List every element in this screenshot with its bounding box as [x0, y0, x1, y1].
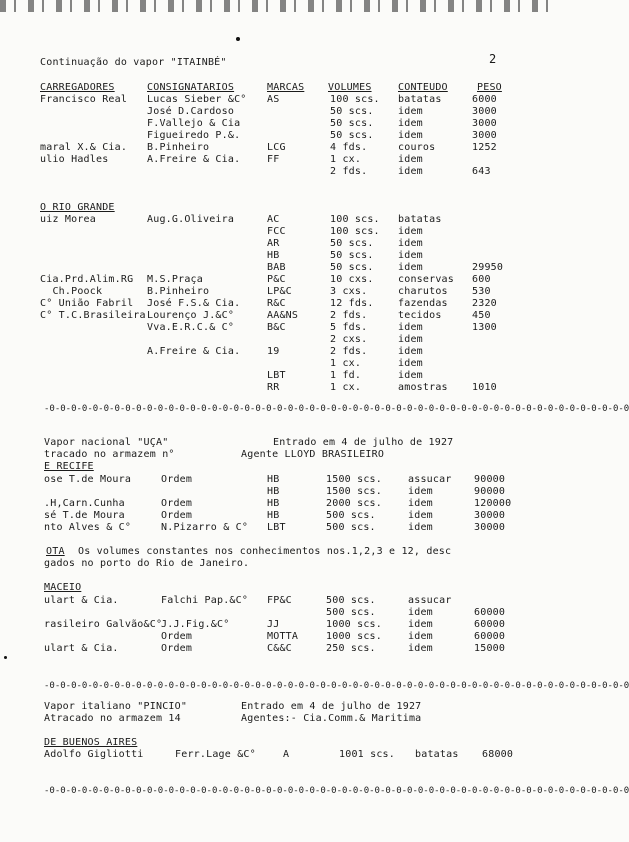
- consignee-cell: N.Pizarro & C°: [161, 522, 249, 533]
- vessel-arrival: Entrado em 4 de julho de 1927: [273, 437, 454, 448]
- volume-cell: 50 scs.: [330, 250, 374, 261]
- shipper-cell: uiz Morea: [40, 214, 96, 225]
- content-cell: idem: [408, 619, 433, 630]
- consignee-cell: F.Vallejo & Cia: [147, 118, 241, 129]
- consignee-cell: Vva.E.R.C.& C°: [147, 322, 235, 333]
- shipper-cell: Adolfo Gigliotti: [44, 749, 144, 760]
- content-cell: batatas: [415, 749, 459, 760]
- page-number: 2: [489, 52, 497, 66]
- consignee-cell: A.Freire & Cia.: [147, 154, 241, 165]
- consignee-cell: Ordem: [161, 474, 193, 485]
- volume-cell: 500 scs.: [326, 510, 376, 521]
- consignee-cell: Ordem: [161, 631, 193, 642]
- content-cell: idem: [408, 498, 433, 509]
- weight-cell: 60000: [474, 607, 506, 618]
- volume-cell: 1500 scs.: [326, 486, 382, 497]
- weight-cell: 1010: [472, 382, 497, 393]
- volume-cell: 2000 scs.: [326, 498, 382, 509]
- note-label: OTA: [46, 546, 65, 557]
- note-text-continued: gados no porto do Rio de Janeiro.: [44, 558, 250, 569]
- weight-cell: 60000: [474, 631, 506, 642]
- mark-cell: HB: [267, 498, 280, 509]
- volume-cell: 1 cx.: [330, 382, 362, 393]
- weight-cell: 90000: [474, 474, 506, 485]
- mark-cell: FCC: [267, 226, 286, 237]
- mark-cell: HB: [267, 474, 280, 485]
- col-content: CONTEUDO: [398, 82, 448, 93]
- mark-cell: HB: [267, 486, 280, 497]
- mark-cell: C&&C: [267, 643, 292, 654]
- weight-cell: 120000: [474, 498, 512, 509]
- volume-cell: 500 scs.: [326, 607, 376, 618]
- consignee-cell: Ordem: [161, 498, 193, 509]
- weight-cell: 30000: [474, 522, 506, 533]
- shipper-cell: maral X.& Cia.: [40, 142, 128, 153]
- content-cell: idem: [408, 522, 433, 533]
- volume-cell: 50 scs.: [330, 106, 374, 117]
- consignee-cell: Aug.G.Oliveira: [147, 214, 235, 225]
- content-cell: idem: [398, 322, 423, 333]
- content-cell: idem: [398, 262, 423, 273]
- content-cell: idem: [398, 118, 423, 129]
- content-cell: batatas: [398, 214, 442, 225]
- note-text: Os volumes constantes nos conhecimentos nos.1,2,3 e 12, desc: [78, 546, 452, 557]
- weight-cell: 530: [472, 286, 491, 297]
- consignee-cell: Ordem: [161, 643, 193, 654]
- shipper-cell: nto Alves & C°: [44, 522, 132, 533]
- vessel-arrival: Entrado em 4 de julho de 1927: [241, 701, 422, 712]
- vessel-storage: Atracado no armazem 14: [44, 713, 181, 724]
- consignee-cell: B.Pinheiro: [147, 142, 210, 153]
- volume-cell: 3 cxs.: [330, 286, 368, 297]
- weight-cell: 3000: [472, 130, 497, 141]
- col-volumes: VOLUMES: [328, 82, 372, 93]
- volume-cell: 5 fds.: [330, 322, 368, 333]
- punch-mark: [236, 37, 240, 41]
- weight-cell: 30000: [474, 510, 506, 521]
- col-consignee: CONSIGNATARIOS: [147, 82, 235, 93]
- mark-cell: JJ: [267, 619, 280, 630]
- content-cell: fazendas: [398, 298, 448, 309]
- mark-cell: P&C: [267, 274, 286, 285]
- weight-cell: 15000: [474, 643, 506, 654]
- section-heading-buenos-aires: DE BUENOS AIRES: [44, 737, 138, 748]
- mark-cell: LBT: [267, 370, 286, 381]
- content-cell: idem: [398, 154, 423, 165]
- volume-cell: 1 cx.: [330, 358, 362, 369]
- shipper-cell: Francisco Real: [40, 94, 128, 105]
- volume-cell: 4 fds.: [330, 142, 368, 153]
- mark-cell: HB: [267, 250, 280, 261]
- mark-cell: MOTTA: [267, 631, 299, 642]
- vessel-name: Vapor italiano "PINCIO": [44, 701, 188, 712]
- content-cell: idem: [398, 226, 423, 237]
- weight-cell: 600: [472, 274, 491, 285]
- mark-cell: AC: [267, 214, 280, 225]
- weight-cell: 90000: [474, 486, 506, 497]
- weight-cell: 3000: [472, 106, 497, 117]
- content-cell: idem: [398, 238, 423, 249]
- volume-cell: 2 cxs.: [330, 334, 368, 345]
- content-cell: idem: [398, 334, 423, 345]
- consignee-cell: José F.S.& Cia.: [147, 298, 241, 309]
- volume-cell: 50 scs.: [330, 130, 374, 141]
- section-heading-rio-grande: O RIO GRANDE: [40, 202, 115, 213]
- shipper-cell: C° União Fabril: [40, 298, 134, 309]
- mark-cell: LP&C: [267, 286, 292, 297]
- weight-cell: 29950: [472, 262, 504, 273]
- content-cell: idem: [398, 358, 423, 369]
- mark-cell: LCG: [267, 142, 286, 153]
- consignee-cell: Figueiredo P.&.: [147, 130, 241, 141]
- mark-cell: 19: [267, 346, 280, 357]
- volume-cell: 100 scs.: [330, 226, 380, 237]
- volume-cell: 12 fds.: [330, 298, 374, 309]
- volume-cell: 250 scs.: [326, 643, 376, 654]
- volume-cell: 500 scs.: [326, 595, 376, 606]
- volume-cell: 1000 scs.: [326, 631, 382, 642]
- content-cell: idem: [398, 106, 423, 117]
- content-cell: idem: [408, 631, 433, 642]
- shipper-cell: sé T.de Moura: [44, 510, 125, 521]
- volume-cell: 50 scs.: [330, 262, 374, 273]
- volume-cell: 2 fds.: [330, 166, 368, 177]
- content-cell: assucar: [408, 474, 452, 485]
- content-cell: idem: [398, 166, 423, 177]
- mark-cell: AR: [267, 238, 280, 249]
- volume-cell: 100 scs.: [330, 94, 380, 105]
- consignee-cell: B.Pinheiro: [147, 286, 210, 297]
- consignee-cell: José D.Cardoso: [147, 106, 235, 117]
- shipper-cell: ose T.de Moura: [44, 474, 132, 485]
- shipper-cell: .H,Carn.Cunha: [44, 498, 125, 509]
- mark-cell: LBT: [267, 522, 286, 533]
- punch-mark: [4, 656, 7, 659]
- consignee-cell: J.J.Fig.&C°: [161, 619, 230, 630]
- vessel-agent: Agente LLOYD BRASILEIRO: [241, 449, 385, 460]
- shipper-cell: C° T.C.Brasileira: [40, 310, 146, 321]
- shipper-cell: Ch.Poock: [40, 286, 103, 297]
- content-cell: conservas: [398, 274, 454, 285]
- content-cell: tecidos: [398, 310, 442, 321]
- col-shipper: CARREGADORES: [40, 82, 115, 93]
- mark-cell: AS: [267, 94, 280, 105]
- content-cell: charutos: [398, 286, 448, 297]
- consignee-cell: M.S.Praça: [147, 274, 203, 285]
- consignee-cell: Ferr.Lage &C°: [175, 749, 256, 760]
- volume-cell: 50 scs.: [330, 118, 374, 129]
- weight-cell: 68000: [482, 749, 514, 760]
- content-cell: idem: [408, 607, 433, 618]
- consignee-cell: Lourenço J.&C°: [147, 310, 235, 321]
- weight-cell: 3000: [472, 118, 497, 129]
- content-cell: idem: [398, 370, 423, 381]
- content-cell: idem: [398, 250, 423, 261]
- content-cell: amostras: [398, 382, 448, 393]
- separator-line: -0-0-0-0-0-0-0-0-0-0-0-0-0-0-0-0-0-0-0-0-0-0-0-0-0-0-0-0-0-0-0-0-0-0-0-0-0-0-0-0-0-0-0-0-0-0-0-0-0-0-0-0-0-0: [44, 681, 629, 691]
- weight-cell: 643: [472, 166, 491, 177]
- vessel-storage: tracado no armazem n°: [44, 449, 175, 460]
- volume-cell: 1001 scs.: [339, 749, 395, 760]
- col-marks: MARCAS: [267, 82, 305, 93]
- shipper-cell: Cia.Prd.Alim.RG: [40, 274, 134, 285]
- weight-cell: 60000: [474, 619, 506, 630]
- volume-cell: 1000 scs.: [326, 619, 382, 630]
- volume-cell: 1 fd.: [330, 370, 362, 381]
- mark-cell: A: [283, 749, 290, 760]
- mark-cell: B&C: [267, 322, 286, 333]
- volume-cell: 50 scs.: [330, 238, 374, 249]
- volume-cell: 1 cx.: [330, 154, 362, 165]
- content-cell: idem: [398, 346, 423, 357]
- content-cell: couros: [398, 142, 436, 153]
- section-heading-recife: E RECIFE: [44, 461, 94, 472]
- mark-cell: HB: [267, 510, 280, 521]
- content-cell: idem: [398, 130, 423, 141]
- vessel-name: Vapor nacional "UÇA": [44, 437, 169, 448]
- weight-cell: 1252: [472, 142, 497, 153]
- consignee-cell: Ordem: [161, 510, 193, 521]
- shipper-cell: ulart & Cia.: [44, 595, 119, 606]
- col-weight: PESO: [477, 82, 502, 93]
- consignee-cell: Falchi Pap.&C°: [161, 595, 249, 606]
- mark-cell: RR: [267, 382, 280, 393]
- content-cell: idem: [408, 643, 433, 654]
- consignee-cell: Lucas Sieber &C°: [147, 94, 247, 105]
- section-heading-maceio: MACEIO: [44, 582, 82, 593]
- consignee-cell: A.Freire & Cia.: [147, 346, 241, 357]
- separator-line: -0-0-0-0-0-0-0-0-0-0-0-0-0-0-0-0-0-0-0-0-0-0-0-0-0-0-0-0-0-0-0-0-0-0-0-0-0-0-0-0-0-0-0-0-0-0-0-0-0-0-0-0-0-0: [44, 404, 629, 414]
- volume-cell: 1500 scs.: [326, 474, 382, 485]
- volume-cell: 100 scs.: [330, 214, 380, 225]
- document-title: Continuação do vapor "ITAINBÉ": [40, 57, 227, 68]
- content-cell: batatas: [398, 94, 442, 105]
- shipper-cell: ulio Hadles: [40, 154, 109, 165]
- mark-cell: BAB: [267, 262, 286, 273]
- volume-cell: 500 scs.: [326, 522, 376, 533]
- volume-cell: 10 cxs.: [330, 274, 374, 285]
- shipper-cell: rasileiro Galvão&C°: [44, 619, 163, 630]
- weight-cell: 1300: [472, 322, 497, 333]
- content-cell: assucar: [408, 595, 452, 606]
- vessel-agent: Agentes:- Cia.Comm.& Maritima: [241, 713, 422, 724]
- mark-cell: R&C: [267, 298, 286, 309]
- scan-edge-noise: [0, 0, 559, 12]
- volume-cell: 2 fds.: [330, 310, 368, 321]
- mark-cell: AA&NS: [267, 310, 299, 321]
- separator-line: -0-0-0-0-0-0-0-0-0-0-0-0-0-0-0-0-0-0-0-0-0-0-0-0-0-0-0-0-0-0-0-0-0-0-0-0-0-0-0-0-0-0-0-0-0-0-0-0-0-0-0-0-0-0: [44, 786, 629, 796]
- volume-cell: 2 fds.: [330, 346, 368, 357]
- weight-cell: 6000: [472, 94, 497, 105]
- mark-cell: FF: [267, 154, 280, 165]
- content-cell: idem: [408, 510, 433, 521]
- mark-cell: FP&C: [267, 595, 292, 606]
- shipper-cell: ulart & Cia.: [44, 643, 119, 654]
- weight-cell: 450: [472, 310, 491, 321]
- content-cell: idem: [408, 486, 433, 497]
- weight-cell: 2320: [472, 298, 497, 309]
